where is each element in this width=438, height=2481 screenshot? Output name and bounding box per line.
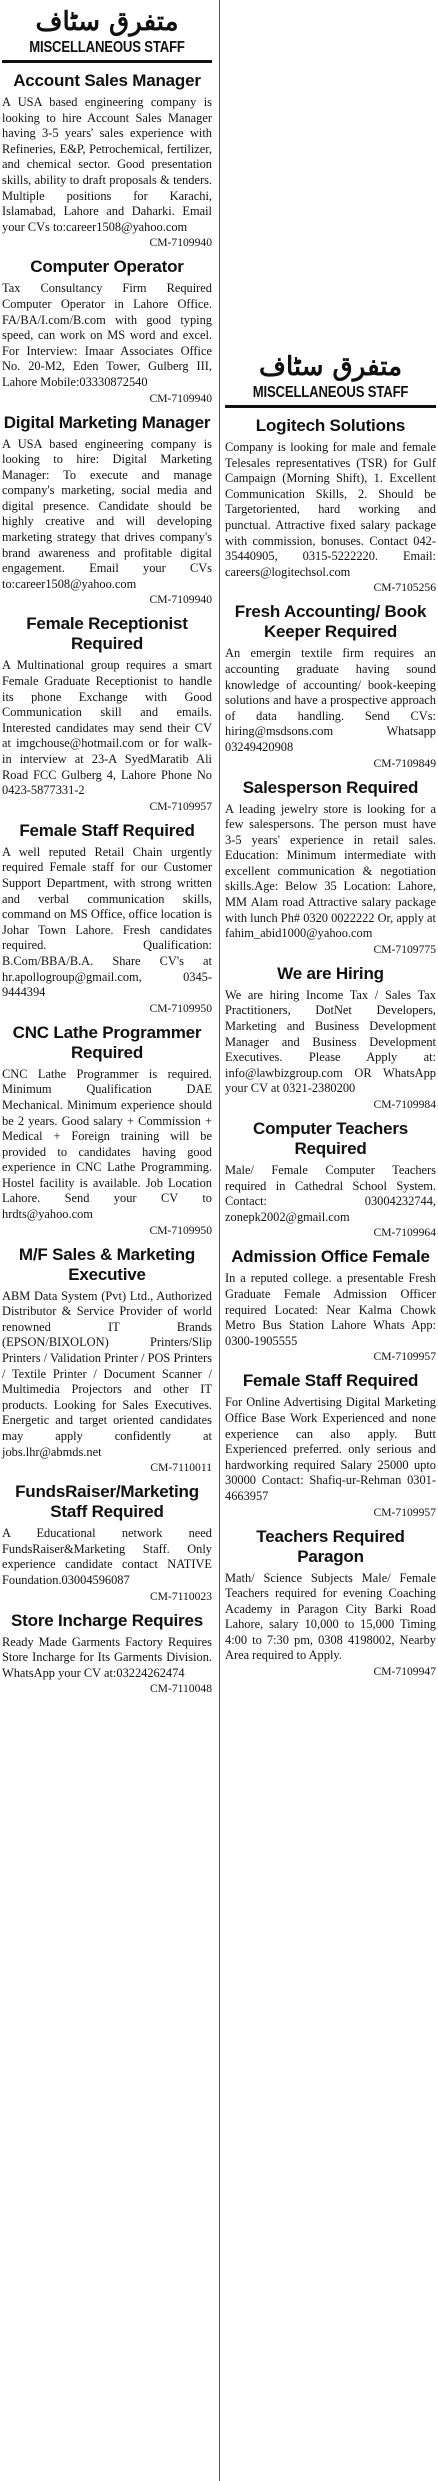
left-ads-list	[2, 67, 212, 1699]
ad-title: Store Incharge Requires	[11, 1610, 203, 1630]
ad-code: CM-7109849	[373, 756, 436, 770]
ad-title: Salesperson Required	[242, 777, 419, 797]
ad-body: A Educational network need FundsRaiser&Marketing Staff. Only experience candidate contact NATIVE Foundation.03004596087	[2, 1526, 212, 1587]
ad-title: Digital Marketing Manager	[3, 412, 211, 432]
ad-title: Account Sales Manager	[13, 71, 201, 90]
ad-body: An emergin textile firm requires an accounting graduate having sound knowledge of accounting/ book-keeping solutions and have a prospective approach of data handling. Send CVs: hiring@msdsons.com Whatsapp 03249420908	[225, 646, 436, 754]
classified-ad	[2, 1019, 212, 1241]
section-header-left	[2, 0, 212, 63]
ad-title: We are Hiring	[277, 963, 384, 983]
classified-ad	[225, 1523, 436, 1683]
classified-ad	[2, 67, 212, 253]
ad-body: We are hiring Income Tax / Sales Tax Practitioners, DotNet Developers, Marketing and Business Development Manager and Business Development Executives. Please Apply at: info@lawbizgroup.com OR WhatsApp your CV at 0321-2380200	[225, 987, 436, 1096]
section-header-english: MISCELLANEOUS STAFF	[29, 39, 185, 56]
ad-code: CM-7110011	[150, 1461, 212, 1475]
classified-ad	[2, 610, 212, 816]
ad-body: CNC Lathe Programmer is required. Minimum Qualification DAE Mechanical. Minimum experience should be 2 years. Good salary + Commission + Medical + Foreign training will be provided to candidates having good experience in CNC Lathe Programming. Hostel facility is available. Job Location Lahore. Send your CV to hrdts@yahoo.com	[2, 1066, 212, 1222]
classified-ad	[225, 598, 436, 773]
classified-ad	[2, 817, 212, 1019]
section-header-urdu: متفرق سٹاف	[259, 352, 402, 382]
section-header-right	[225, 345, 436, 408]
ad-title: M/F Sales & Marketing Executive	[18, 1244, 196, 1284]
ad-body: A well reputed Retail Chain urgently required Female staff for our Customer Support Department, with strong written and verbal communication skills, command on MS Office, office location is Johar Town Lahore. Fresh candidates required. Qualification: B.Com/BBA/B.A. Share CV's at hr.apollogroup@gmail.com, 0345-9444394	[2, 844, 212, 1000]
ad-code: CM-7109940	[149, 236, 212, 250]
classified-ad	[2, 1607, 212, 1700]
ad-body: A leading jewelry store is looking for a few salespersons. The person must have 3-5 years' experience in retail sales. Education: Minimum intermediate with excellent communication & negotiation skills.Age: Below 35 Location: Lahore, MM Alam road Attractive salary package with lunch Ph# 0320 0022222 Or, apply at fahim_abid1000@yahoo.com	[225, 801, 436, 941]
classified-ad	[225, 1243, 436, 1367]
classified-ad	[225, 960, 436, 1115]
classified-ad	[2, 253, 212, 408]
classified-ad	[2, 409, 212, 611]
left-column	[2, 0, 212, 1699]
ad-body: Ready Made Garments Factory Requires Store Incharge for Its Garments Division. WhatsApp your CV at:03224262474	[2, 1634, 212, 1680]
ad-code: CM-7109775	[373, 942, 436, 956]
ad-title: Fresh Accounting/ Book Keeper Required	[234, 602, 427, 642]
ad-title: Computer Operator	[30, 257, 184, 277]
ad-code: CM-7109984	[373, 1098, 436, 1111]
ad-title: Female Staff Required	[242, 1371, 419, 1391]
ad-body: A USA based engineering company is looking to hire: Digital Marketing Manager: To execute and manage company's marketing, social media and digital presence. Candidate should be highly creative and will developing marketing strategy that drives company's brand awareness and profitable digital engagement. Email your CVs to:career1508@yahoo.com	[2, 436, 212, 591]
ad-code: CM-7109950	[149, 1001, 212, 1015]
ad-title: Teachers Required Paragon	[256, 1526, 405, 1566]
ad-code: CM-7109957	[373, 1350, 436, 1364]
classified-ad	[2, 1241, 212, 1479]
ad-title: Computer Teachers Required	[253, 1119, 408, 1158]
ad-code: CM-7105256	[373, 581, 436, 595]
ad-title: FundsRaiser/Marketing Staff Required	[15, 1482, 199, 1522]
ad-body: Tax Consultancy Firm Required Computer Operator in Lahore Office. FA/BA/I.com/B.com with good typing speed, can work on MS word and excel. For Interview: Imaar Associates Office No. 20-M2, Eden Tower, Gulberg III, Lahore Mobile:03330872540	[2, 281, 212, 389]
right-column	[225, 345, 436, 1682]
ad-title: Admission Office Female	[231, 1247, 430, 1267]
classified-ad	[225, 1115, 436, 1243]
ad-code: CM-7109957	[373, 1505, 436, 1519]
ad-code: CM-7110048	[149, 1682, 212, 1696]
classified-ad	[225, 412, 436, 598]
ad-body: Male/ Female Computer Teachers required in Cathedral School System. Contact: 03004232744, zonepk2002@gmail.com	[225, 1163, 436, 1224]
ad-code: CM-7109940	[149, 593, 212, 607]
ad-code: CM-7109957	[149, 799, 212, 813]
classified-ad	[225, 1367, 436, 1522]
ad-title: Female Staff Required	[19, 820, 195, 840]
classified-ad	[2, 1478, 212, 1606]
ad-code: CM-7109940	[149, 391, 212, 405]
section-header-urdu: متفرق سٹاف	[35, 7, 179, 37]
ad-code: CM-7109964	[373, 1226, 436, 1240]
ad-body: For Online Advertising Digital Marketing Office Base Work Experienced and none experience can also apply. Butt Experienced preferred. only serious and hardworking required Salary 25000 upto 30000 Contact: Shafiq-ur-Rehman 0301-4663957	[225, 1395, 436, 1503]
ad-title: CNC Lathe Programmer Required	[12, 1022, 202, 1062]
ad-title: Female Receptionist Required	[26, 614, 188, 654]
ad-code: CM-7109950	[149, 1223, 212, 1237]
ad-title: Logitech Solutions	[255, 416, 406, 435]
ad-body: A Multinational group requires a smart Female Graduate Receptionist to handle its phone Exchange with Good Communication skill and emails. Interested candidates may send their CV at imgchouse@hotmail.com or for walk-in interview at 23-A SyedMaratib Ali Road FCC Gulberg 4, Lahore Phone No 0423-5877331-2	[2, 658, 212, 798]
ad-code: CM-7109947	[373, 1665, 436, 1679]
ad-body: In a reputed college. a presentable Fresh Graduate Female Admission Officer required Located: Near Kalma Chowk Metro Bus Station Lahore Whats App: 0300-1905555	[225, 1271, 436, 1348]
column-divider	[219, 0, 220, 2481]
ad-body: Math/ Science Subjects Male/ Female Teachers required for evening Coaching Academy in Paragon City Barki Road Lahore, salary 10,000 to 15,000 Timing 4:00 to 7:30 pm, 0308 4198002, Nearby Area required to Apply.	[225, 1570, 436, 1663]
section-header-english: MISCELLANEOUS STAFF	[252, 384, 409, 401]
ad-body: Company is looking for male and female Telesales representatives (TSR) for Gulf Campaign (Morning Shift), 1. Excellent Communication Skills, 2. Should be Targetoriented, hard working and punctual. Attractive fixed salary package with commission, bonuses. Contact 042-35440905, 0315-5222220. Email: careers@logitechsol.com	[225, 440, 436, 579]
right-ads-list	[225, 412, 436, 1682]
ad-code: CM-7110023	[149, 1589, 212, 1603]
classified-ad	[225, 774, 436, 960]
ad-body: A USA based engineering company is looking to hire Account Sales Manager having 3-5 years' sales experience with Refineries, E&P, Petrochemical, fertilizer, and chemical sector. Good presentation skills, ability to draft proposals & tenders. Multiple positions for Karachi, Islamabad, Lahore and Daharki. Email your CVs to:career1508@yahoo.com	[2, 95, 212, 234]
ad-body: ABM Data System (Pvt) Ltd., Authorized Distributor & Service Provider of world renowned IT Brands (EPSON/BIXOLON) Printers/Slip Printers / Validation Printer / POS Printers / Textile Printer / Document Scanner / Multimedia Projectors and other IT products. Looking for Sales Executives. Energetic and target oriented candidates may apply confidently at jobs.lhr@abmds.net	[2, 1288, 212, 1459]
